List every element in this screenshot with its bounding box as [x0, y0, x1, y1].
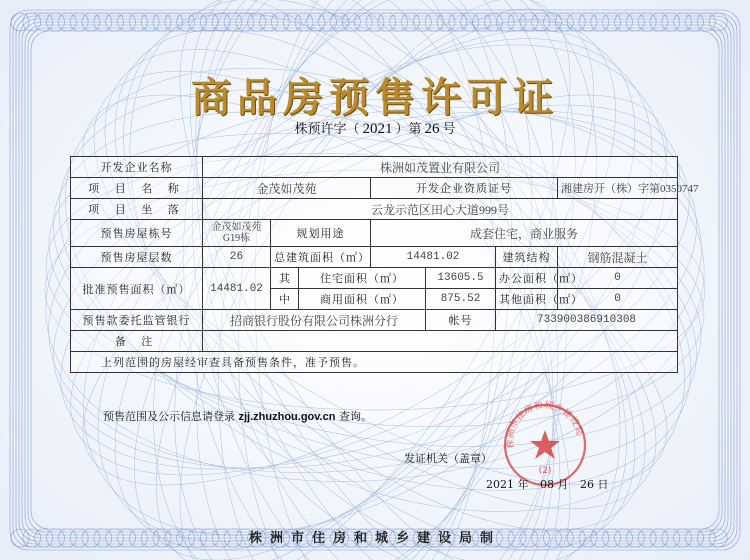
project-name-value: 金茂如茂苑	[203, 178, 371, 199]
permit-suffix: 号	[442, 122, 456, 137]
border-ornament	[11, 13, 29, 31]
inquiry-url[interactable]: zjj.zhuzhou.gov.cn	[238, 411, 336, 423]
developer-value: 株洲如茂置业有限公司	[203, 157, 678, 178]
residential-value: 13605.5	[426, 268, 496, 289]
date-month: 08	[540, 478, 554, 491]
permit-table	[70, 156, 699, 373]
date-day-unit: 日	[597, 478, 609, 491]
commercial-label: 商用面积（㎡）	[299, 289, 426, 310]
bank-label: 预售款委托监管银行	[71, 310, 203, 331]
row-location	[71, 199, 678, 220]
account-label: 帐号	[426, 310, 496, 331]
structure-label: 建筑结构	[496, 247, 558, 268]
location-value: 云龙示范区田心大道999号	[203, 199, 678, 220]
remarks-value	[203, 331, 678, 352]
date-day: 26	[580, 478, 594, 491]
planned-use-value: 成套住宅，商业服务	[371, 220, 678, 247]
approved-area-label: 批准预售面积（㎡）	[71, 268, 203, 310]
residential-label: 住宅面积（㎡）	[299, 268, 426, 289]
permit-suffix-mid: ）第	[395, 122, 422, 137]
issue-date	[486, 476, 609, 492]
developer-label: 开发企业名称	[71, 157, 203, 178]
qualification-label: 开发企业资质证号	[371, 178, 558, 199]
row-building	[71, 220, 678, 247]
seal-text: 株洲市住房和城乡建设局	[505, 400, 584, 449]
permit-year: 2021	[362, 121, 393, 137]
other-value: 0	[558, 289, 678, 310]
row-remarks	[71, 331, 678, 352]
floors-value: 26	[203, 247, 271, 268]
planned-use-label: 规划用途	[271, 220, 371, 247]
remarks-label: 备 注	[71, 331, 203, 352]
inquiry-line	[103, 408, 372, 424]
seal-star-icon	[530, 430, 560, 459]
permit-number	[0, 118, 750, 138]
row-floors	[71, 247, 678, 268]
certificate-title: 商品房预售许可证	[191, 74, 559, 121]
office-label: 办公面积（㎡）	[496, 268, 558, 289]
approved-area-value: 14481.02	[203, 268, 271, 310]
bureau-footer: 株洲市住房和城乡建设局制	[248, 531, 501, 546]
row-bank	[71, 310, 678, 331]
other-label: 其他面积（㎡）	[496, 289, 558, 310]
permit-prefix: 株预许字（	[294, 122, 360, 137]
row-notice	[71, 352, 678, 373]
account-value: 733900386910308	[496, 310, 678, 331]
row-project-name	[71, 178, 678, 199]
date-year-unit: 年	[517, 478, 529, 491]
qualification-value: 湘建房开（株）字第0350747	[558, 178, 678, 199]
structure-value: 钢筋混凝土	[558, 247, 678, 268]
row-developer	[71, 157, 678, 178]
seal-number: (2)	[538, 466, 552, 476]
total-area-value: 14481.02	[371, 247, 496, 268]
building-no-value: 金茂如茂苑G19栋	[203, 220, 271, 247]
of-which-2: 中	[271, 289, 299, 310]
permit-no-value: 26	[424, 121, 440, 137]
total-area-label: 总建筑面积（㎡）	[271, 247, 371, 268]
row-approved-1	[71, 268, 678, 289]
of-which-1: 其	[271, 268, 299, 289]
issuing-authority: 发证机关（盖章）	[404, 452, 492, 465]
inquiry-suffix: 查询。	[338, 410, 372, 423]
location-label: 项 目 坐 落	[71, 199, 203, 220]
commercial-value: 875.52	[426, 289, 496, 310]
bank-value: 招商银行股份有限公司株洲分行	[203, 310, 426, 331]
date-month-unit: 月	[557, 478, 569, 491]
inquiry-prefix: 预售范围及公示信息请登录	[103, 410, 235, 423]
approval-notice: 上列范围的房屋经审查具备预售条件，准予预售。	[71, 352, 678, 373]
date-year: 2021	[486, 478, 514, 491]
building-no-label: 预售房屋栋号	[71, 220, 203, 247]
floors-label: 预售房屋层数	[71, 247, 203, 268]
project-name-label: 项 目 名 称	[71, 178, 203, 199]
office-value: 0	[558, 268, 678, 289]
